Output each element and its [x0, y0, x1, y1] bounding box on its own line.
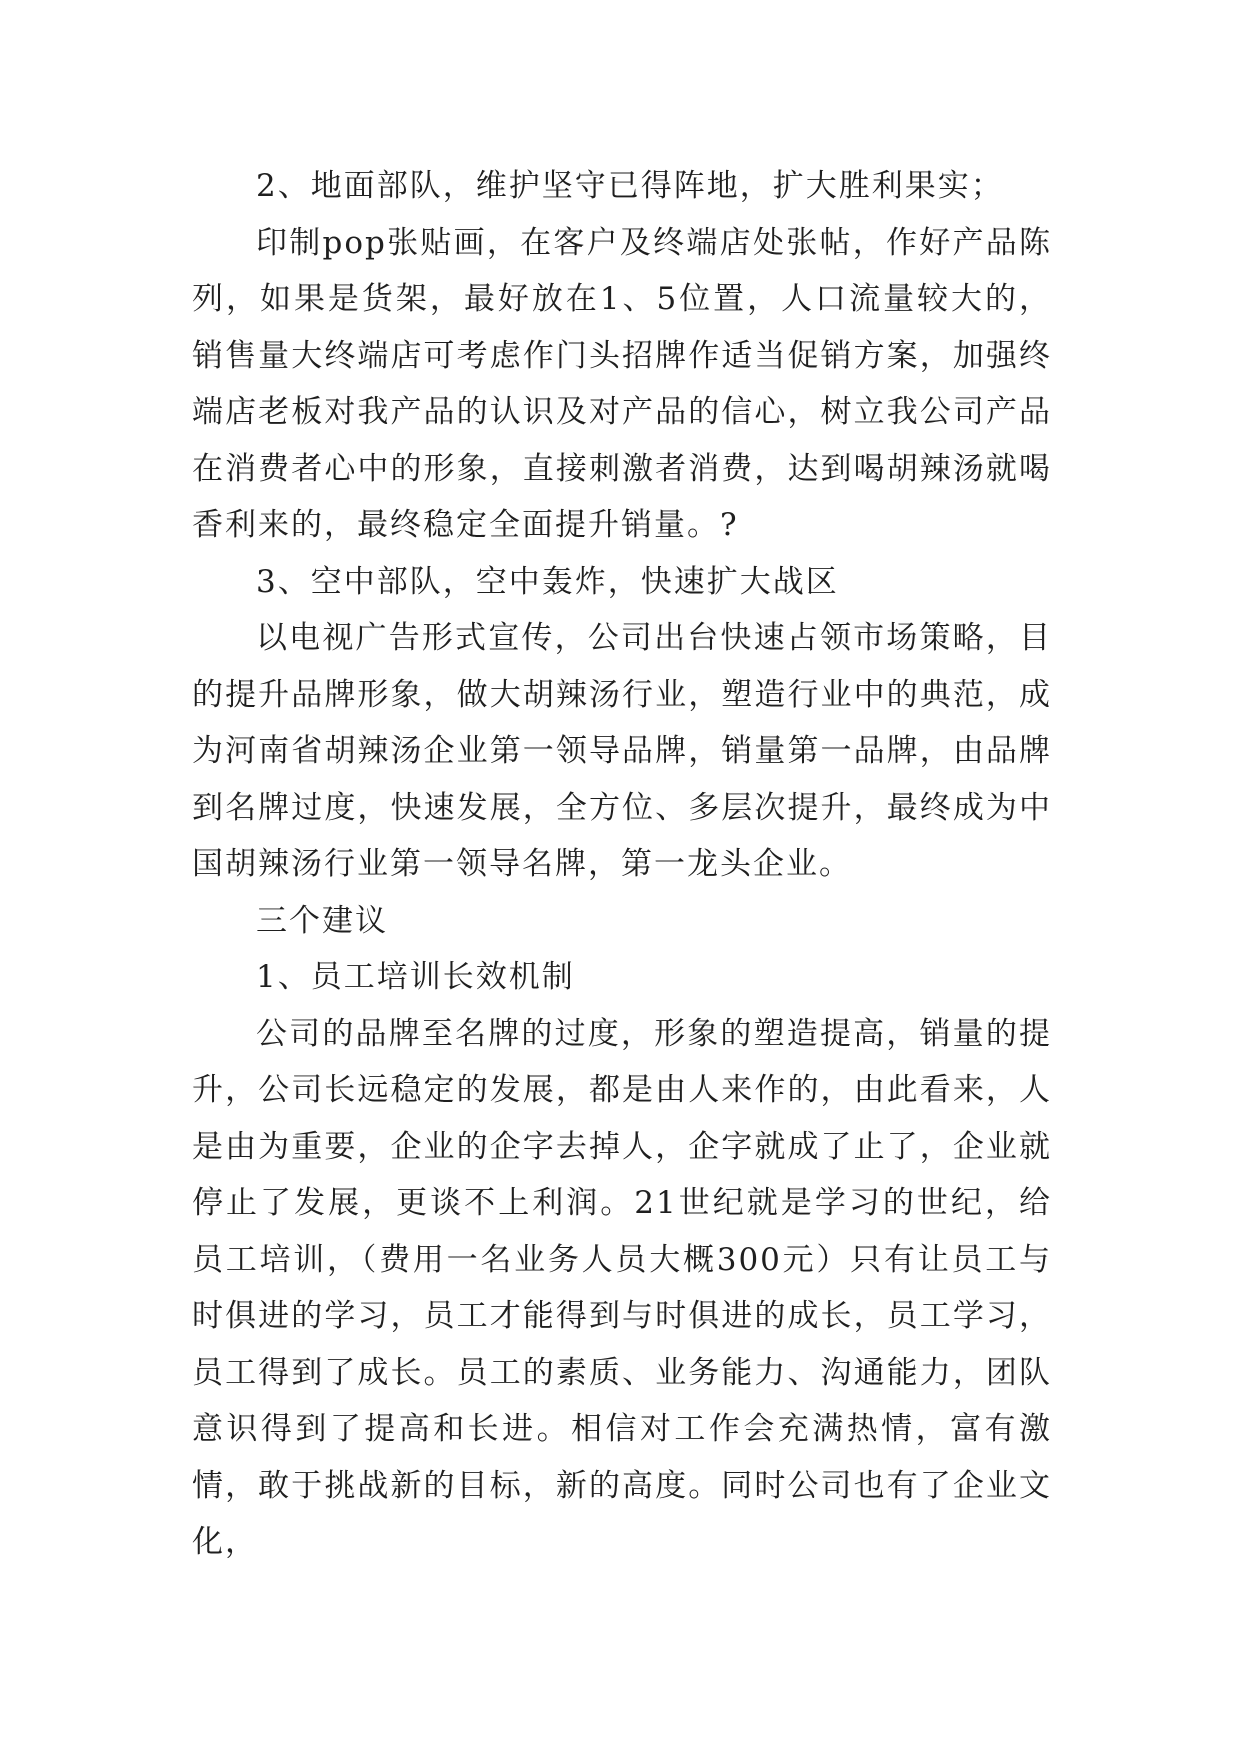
section-title-three-suggestions: 三个建议	[256, 902, 388, 939]
paragraph-air-forces-heading: 3、空中部队，空中轰炸，快速扩大战区	[256, 563, 839, 600]
paragraph-training-body: 公司的品牌至名牌的过度，形象的塑造提高，销量的提升，公司长远稳定的发展，都是由人来作的，由此看来，人是由为重要，企业的企字去掉人，企字就成了止了，企业就停止了发展，更谈不上利润。21世纪就是学习的世纪，给员工培训，（费用一名业务人员大概300元）只有让员工与时俱进的学习，员工才能得到与时俱进的成长，员工学习，员工得到了成长。员工的素质、业务能力、沟通能力，团队意识得到了提高和长进。相信对工作会充满热情，富有激情，敢于挑战新的目标，新的高度。同时公司也有了企业文化，	[192, 1015, 1052, 1560]
paragraph-air-forces-body: 以电视广告形式宣传，公司出台快速占领市场策略，目的提升品牌形象，做大胡辣汤行业，塑造行业中的典范，成为河南省胡辣汤企业第一领导品牌，销量第一品牌，由品牌到名牌过度，快速发展，全方位、多层次提升，最终成为中国胡辣汤行业第一领导名牌，第一龙头企业。	[192, 620, 1052, 882]
paragraph-training-heading: 1、员工培训长效机制	[256, 959, 575, 995]
paragraph-ground-forces-body: 印制pop张贴画，在客户及终端店处张帖，作好产品陈列，如果是货架，最好放在1、5位置，人口流量较大的，销售量大终端店可考虑作门头招牌作适当促销方案，加强终端店老板对我产品的认识及对产品的信心，树立我公司产品在消费者心中的形象，直接刺激者消费，达到喝胡辣汤就喝香利来的，最终稳定全面提升销量。?	[192, 224, 1052, 543]
document-body	[192, 158, 1052, 1571]
paragraph-ground-forces-heading: 2、地面部队，维护坚守已得阵地，扩大胜利果实；	[256, 168, 1004, 204]
